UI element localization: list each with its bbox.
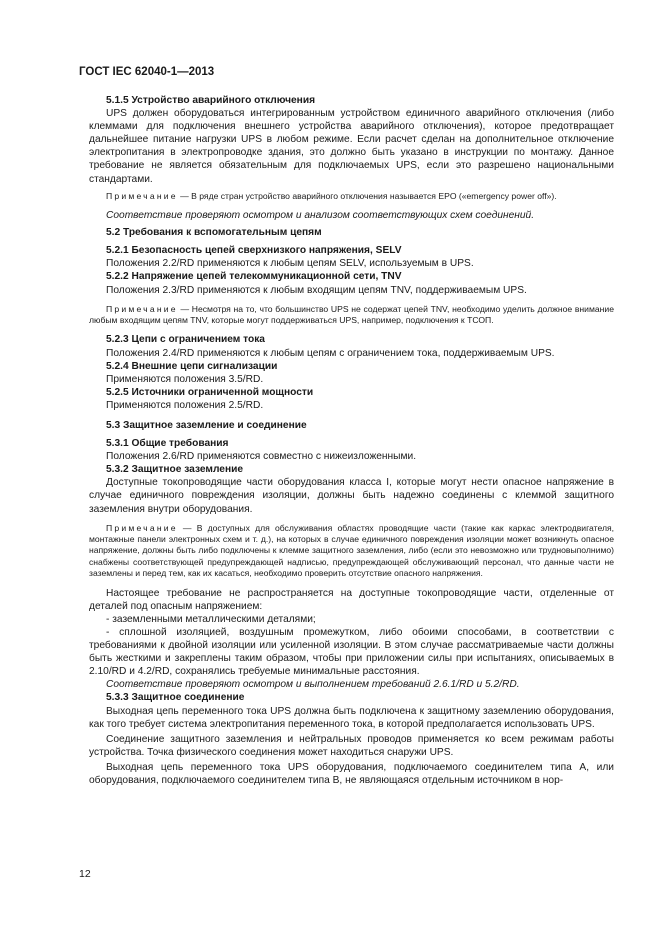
section-heading-5-1-5: 5.1.5 Устройство аварийного отключения (106, 95, 316, 106)
section-heading-5-2-4: 5.2.4 Внешние цепи сигнализации (106, 360, 278, 372)
paragraph-5-2-3: Положения 2.4/RD применяются к любым цепям с ограничением тока, поддерживаемым UPS. (106, 347, 555, 359)
note-label: Примечание (106, 522, 178, 533)
section-heading-5-3-1: 5.3.1 Общие требования (106, 438, 229, 450)
compliance-check-5-3-2: Соответствие проверяют осмотром и выполнением требований 2.6.1/RD и 5.2/RD. (106, 679, 520, 691)
note-label: Примечание (106, 303, 178, 314)
section-heading-5-2-5: 5.2.5 Источники ограниченной мощности (106, 386, 314, 398)
note-text: — Несмотря на то, что большинство UPS не содержат цепей TNV, необходимо уделить должное внимание любым входящим цепям TNV, которые могут поддерживаться UPS, например, подключения к ТСОП. (89, 303, 614, 326)
paragraph-5-3-3-c: Выходная цепь переменного тока UPS оборудования, подключаемого соединителем типа А, или оборудования, подключаемого соединителем типа В, не являющаяся отдельным источником в нор- (89, 761, 614, 786)
page-content (89, 94, 614, 787)
paragraph-5-3-3-b: Соединение защитного заземления и нейтральных проводов применяется ко всем режимам работы устройства. Точка физического соединения может находиться снаружи UPS. (89, 733, 614, 758)
paragraph-5-2-4: Применяются положения 3.5/RD. (106, 373, 264, 385)
section-heading-5-2-2: 5.2.2 Напряжение цепей телекоммуникационной сети, TNV (106, 271, 402, 283)
paragraph-5-2-2: Положения 2.3/RD применяются к любым входящим цепям TNV, поддерживаемым UPS. (106, 284, 527, 296)
section-heading-5-2-1: 5.2.1 Безопасность цепей сверхнизкого напряжения, SELV (106, 245, 402, 257)
page-number: 12 (79, 868, 91, 880)
note-text: — В ряде стран устройство аварийного отключения называется EPO («emergency power off»). (177, 190, 557, 201)
standard-title: ГОСТ IEC 62040-1—2013 (79, 66, 215, 78)
note-epo (89, 191, 614, 202)
paragraph-5-2-5: Применяются положения 2.5/RD. (106, 399, 264, 411)
section-heading-5-2-3: 5.2.3 Цепи с ограничением тока (106, 334, 265, 346)
paragraph-5-3-1: Положения 2.6/RD применяются совместно с нижеизложенными. (106, 451, 417, 463)
note-grounding (89, 523, 614, 580)
list-item: - сплошной изоляцией, воздушным промежутком, либо обоими способами, в соответствии с требованиями к двойной изоляции или усиленной изоляции. В этом случае рассматриваемые части должны быть жесткими и закреплены таким образом, чтобы при приложении силы при испытаниях, описываемых в 2.10/RD и 4.2/RD, сохранялись требуемые минимальные расстояния. (89, 626, 614, 678)
note-label: Примечание (106, 190, 178, 201)
note-tnv (89, 304, 614, 327)
section-heading-5-3: 5.3 Защитное заземление и соединение (106, 420, 307, 431)
paragraph-5-3-2-exclusions: Настоящее требование не распространяется на доступные токопроводящие части, отделенные от деталей под опасным напряжением: (89, 587, 614, 612)
compliance-check-5-1-5: Соответствие проверяют осмотром и анализом соответствующих схем соединений. (106, 210, 535, 222)
section-heading-5-3-2: 5.3.2 Защитное заземление (106, 464, 244, 476)
paragraph-5-2-1: Положения 2.2/RD применяются к любым цепям SELV, используемым в UPS. (106, 258, 474, 270)
list-item: - заземленными металлическими деталями; (106, 613, 316, 625)
paragraph-5-3-2: Доступные токопроводящие части оборудования класса I, которые могут нести опасное напряжение в случае единичного повреждения изоляции, должны быть надежно соединены с клеммой защитного заземления внутри оборудования. (89, 477, 614, 515)
paragraph-emergency-shutdown: UPS должен оборудоваться интегрированным устройством единичного аварийного отключения (либо клеммами для подключения внешнего устройства аварийного отключения), которое предотвращает дальнейшее питание нагрузки UPS в любом режиме. Если расчет сделан на дополнительное отключение электропитания в электропроводке здания, это должно быть указано в инструкции по монтажу. Данное требование не является обязательным для подключаемых UPS, если это разрешено национальными стандартами. (89, 108, 614, 185)
section-heading-5-3-3: 5.3.3 Защитное соединение (106, 692, 245, 704)
note-text: — В доступных для обслуживания областях проводящие части (такие как каркас электродвигателя, монтажные панели электронных схем и т. д.), на которых в случае единичного повреждения изоляции может возникнуть опасное напряжение, должны быть либо подключены к клемме защитного заземления, либо (если это невозможно или трудновыполнимо) снабжены соответствующей предупреждающей надписью, предупреждающей обслуживающий персонал, что данные части не заземлены и перед тем, как их касаться, необходимо проверить отсутствие опасного напряжения. (89, 522, 614, 579)
section-heading-5-2: 5.2 Требования к вспомогательным цепям (106, 227, 322, 239)
paragraph-5-3-3-a: Выходная цепь переменного тока UPS должна быть подключена к защитному заземлению оборудования, как того требует система электропитания переменного тока, в которой предполагается использовать UPS. (89, 705, 614, 730)
